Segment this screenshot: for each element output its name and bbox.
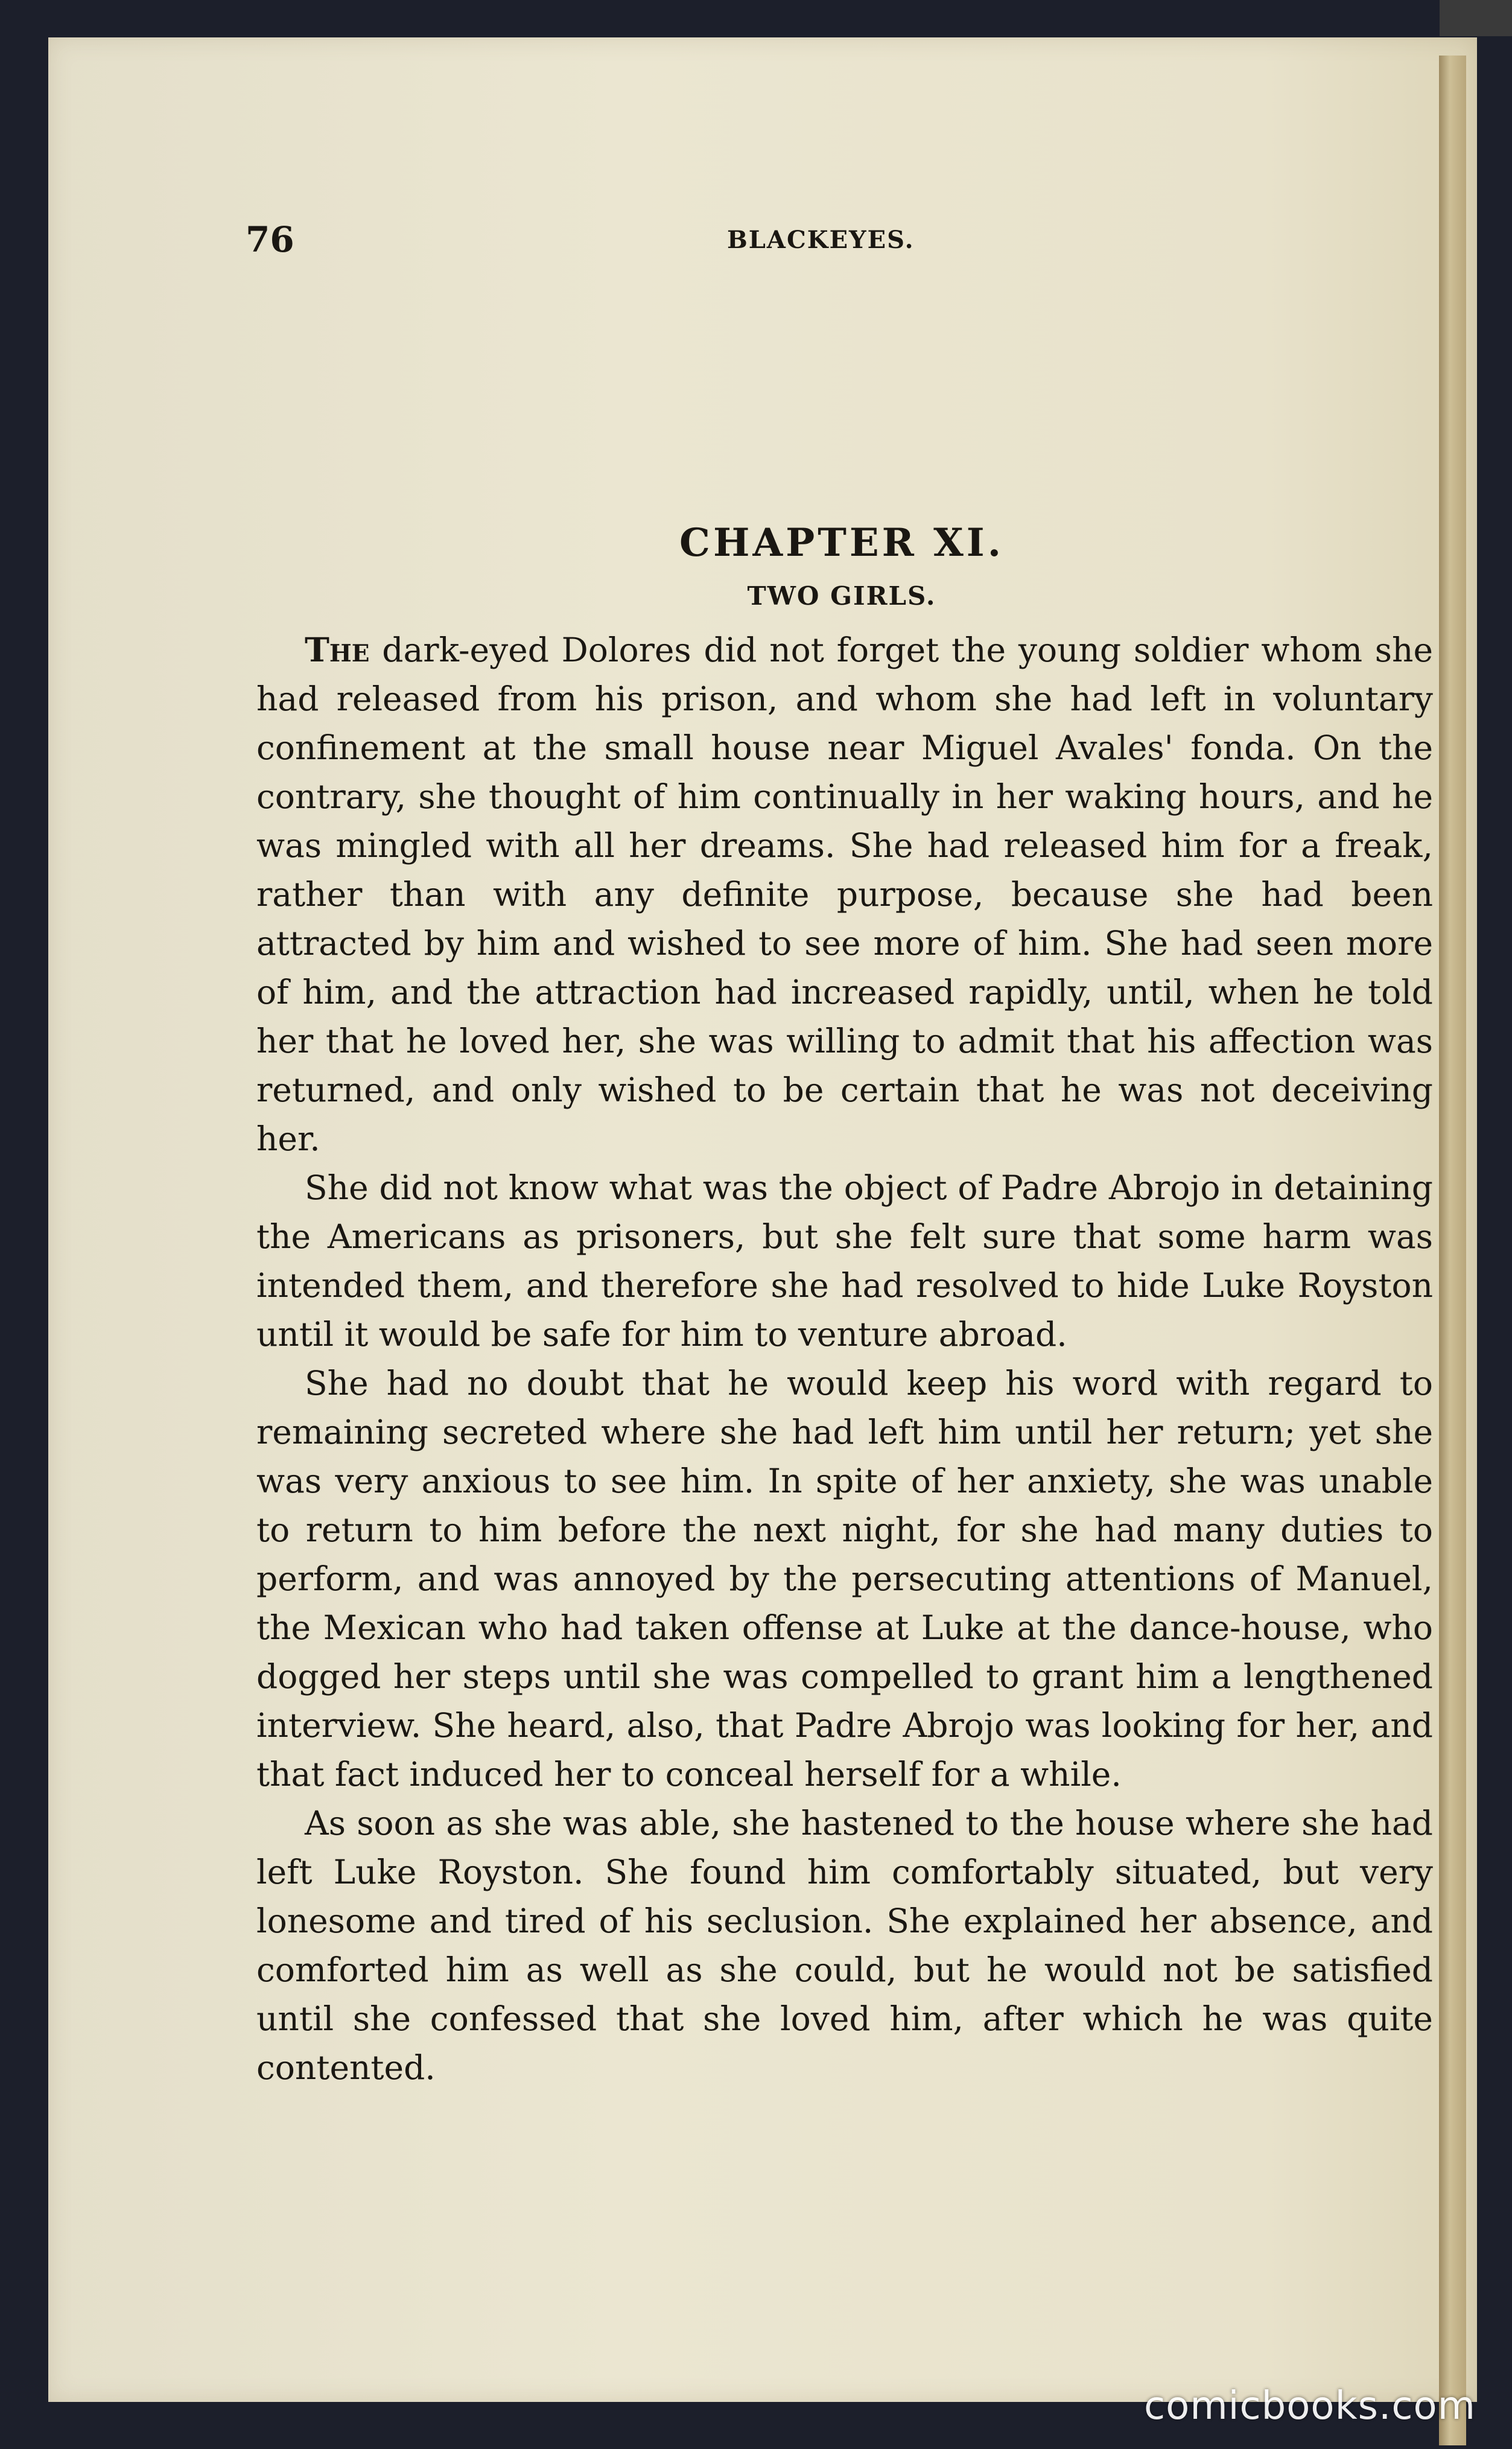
watermark-logo: comicbooks.com <box>1143 2384 1476 2428</box>
paragraph-text: dark-eyed Dolores did not forget the young soldier whom she had released from his prison, and whom she had left in voluntary confinement at the small house near Miguel Avales' fonda. On the contrary, she thought of him continually in her waking hours, and he was mingled with all her dreams. She had released him for a freak, rather than with any definite purpose, because she had been attracted by him and wished to see more of him. She had seen more of him, and the attraction had increased rapidly, until, when he told her that he loved her, she was willing to admit that his affection was returned, and only wished to be certain that he was not deceiving her. <box>256 631 1433 1158</box>
running-head: BLACKEYES. <box>727 225 915 254</box>
text-block <box>208 212 1433 2092</box>
page-header <box>208 212 1433 267</box>
book-page <box>48 37 1477 2402</box>
chapter-title: CHAPTER XI. <box>679 520 1004 565</box>
paragraph <box>256 1799 1433 2092</box>
book-spine <box>1440 0 1512 36</box>
paragraph-lead-word: The <box>305 630 370 669</box>
paragraph-text: She had no doubt that he would keep his word with regard to remaining secreted where she had left him until her return; yet she was very anxious to see him. In spite of her anxiety, she was unable to return to him before the next night, for she had many duties to perform, and was annoyed by the persecuting attentions of Manuel, the Mexican who had taken offense at Luke at the dance-house, who dogged her steps until she was compelled to grant him a lengthened interview. She heard, also, that Padre Abrojo was looking for her, and that fact induced her to conceal herself for a while. <box>256 1364 1433 1794</box>
body-text <box>208 625 1433 2092</box>
chapter-subtitle: TWO GIRLS. <box>747 581 936 611</box>
paragraph-text: She did not know what was the object of Padre Abrojo in detaining the Americans as prisoners, but she felt sure that some harm was intended them, and therefore she had resolved to hide Luke Royston until it would be safe for him to venture abroad. <box>256 1168 1433 1354</box>
paragraph <box>256 1164 1433 1359</box>
paragraph <box>256 625 1433 1164</box>
paragraph-text: As soon as she was able, she hastened to the house where she had left Luke Royston. She found him comfortably situated, but very lonesome and tired of his seclusion. She explained her absence, and comforted him as well as she could, but he would not be satisfied until she confessed that she loved him, after which he was quite contented. <box>256 1804 1433 2087</box>
paragraph <box>256 1359 1433 1799</box>
page-edge <box>1439 56 1466 2445</box>
page-number: 76 <box>246 219 294 260</box>
